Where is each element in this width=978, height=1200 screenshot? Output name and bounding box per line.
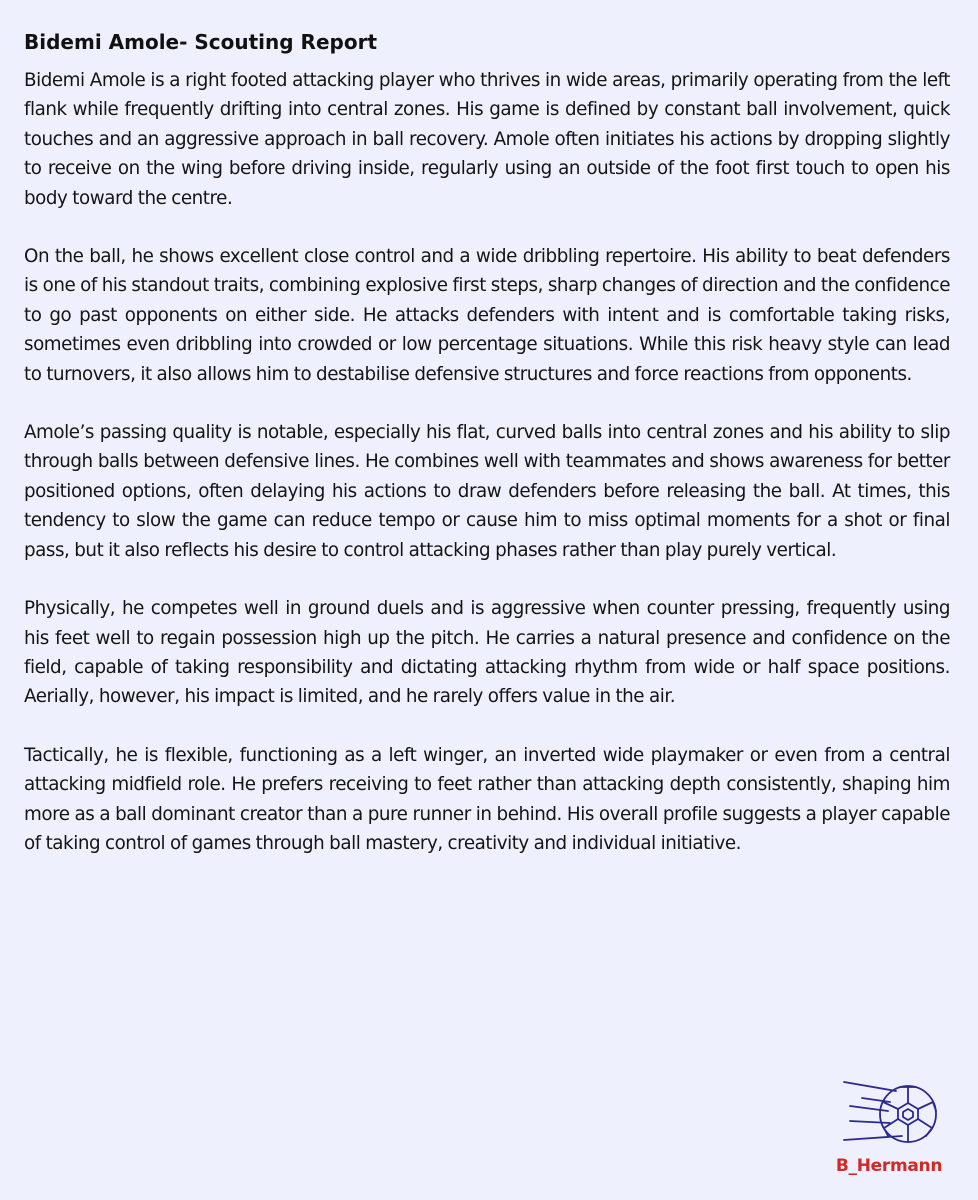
report-title: Bidemi Amole- Scouting Report (24, 30, 377, 54)
brand-signature (826, 1078, 952, 1178)
report-paragraph-overview: Bidemi Amole is a right footed attacking player who thrives in wide areas, primarily operating from the left flank while frequently drifting into central zones. His game is defined by constant ball involvement, quick touches and an aggressive approach in ball recovery. Amole often initiates his actions by dropping slightly to receive on the wing before driving inside, regularly using an outside of the foot first touch to open his body toward the centre. (24, 70, 950, 209)
report-paragraph-physical: Physically, he competes well in ground duels and is aggressive when counter pressing, frequently using his feet well to regain possession high up the pitch. He carries a natural presence and confidence on the field, capable of taking responsibility and dictating attacking rhythm from wide or half space positions. Aerially, however, his impact is limited, and he rarely offers value in the air. (24, 598, 950, 708)
report-paragraph-passing: Amole’s passing quality is notable, especially his flat, curved balls into central zones and his ability to slip through balls between defensive lines. He combines well with teammates and shows awareness for better positioned options, often delaying his actions to draw defenders before releasing the ball. At times, this tendency to slow the game can reduce tempo or cause him to miss optimal moments for a shot or final pass, but it also reflects his desire to control attacking phases rather than play purely vertical. (24, 422, 950, 561)
report-paragraph-on-the-ball: On the ball, he shows excellent close control and a wide dribbling repertoire. His ability to beat defenders is one of his standout traits, combining explosive first steps, sharp changes of direction and the confidence to go past opponents on either side. He attacks defenders with intent and is comfortable taking risks, sometimes even dribbling into crowded or low percentage situations. While this risk heavy style can lead to turnovers, it also allows him to destabilise defensive structures and force reactions from opponents. (24, 246, 950, 385)
report-paragraph-tactical: Tactically, he is flexible, functioning as a left winger, an inverted wide playmaker or even from a central attacking midfield role. He prefers receiving to feet rather than attacking depth consistently, shaping him more as a ball dominant creator than a pure runner in behind. His overall profile suggests a player capable of taking control of games through ball mastery, creativity and individual initiative. (24, 744, 950, 854)
scouting-report (24, 28, 950, 887)
brand-name: B_Hermann (835, 1156, 943, 1176)
soccer-ball-icon (840, 1078, 940, 1148)
